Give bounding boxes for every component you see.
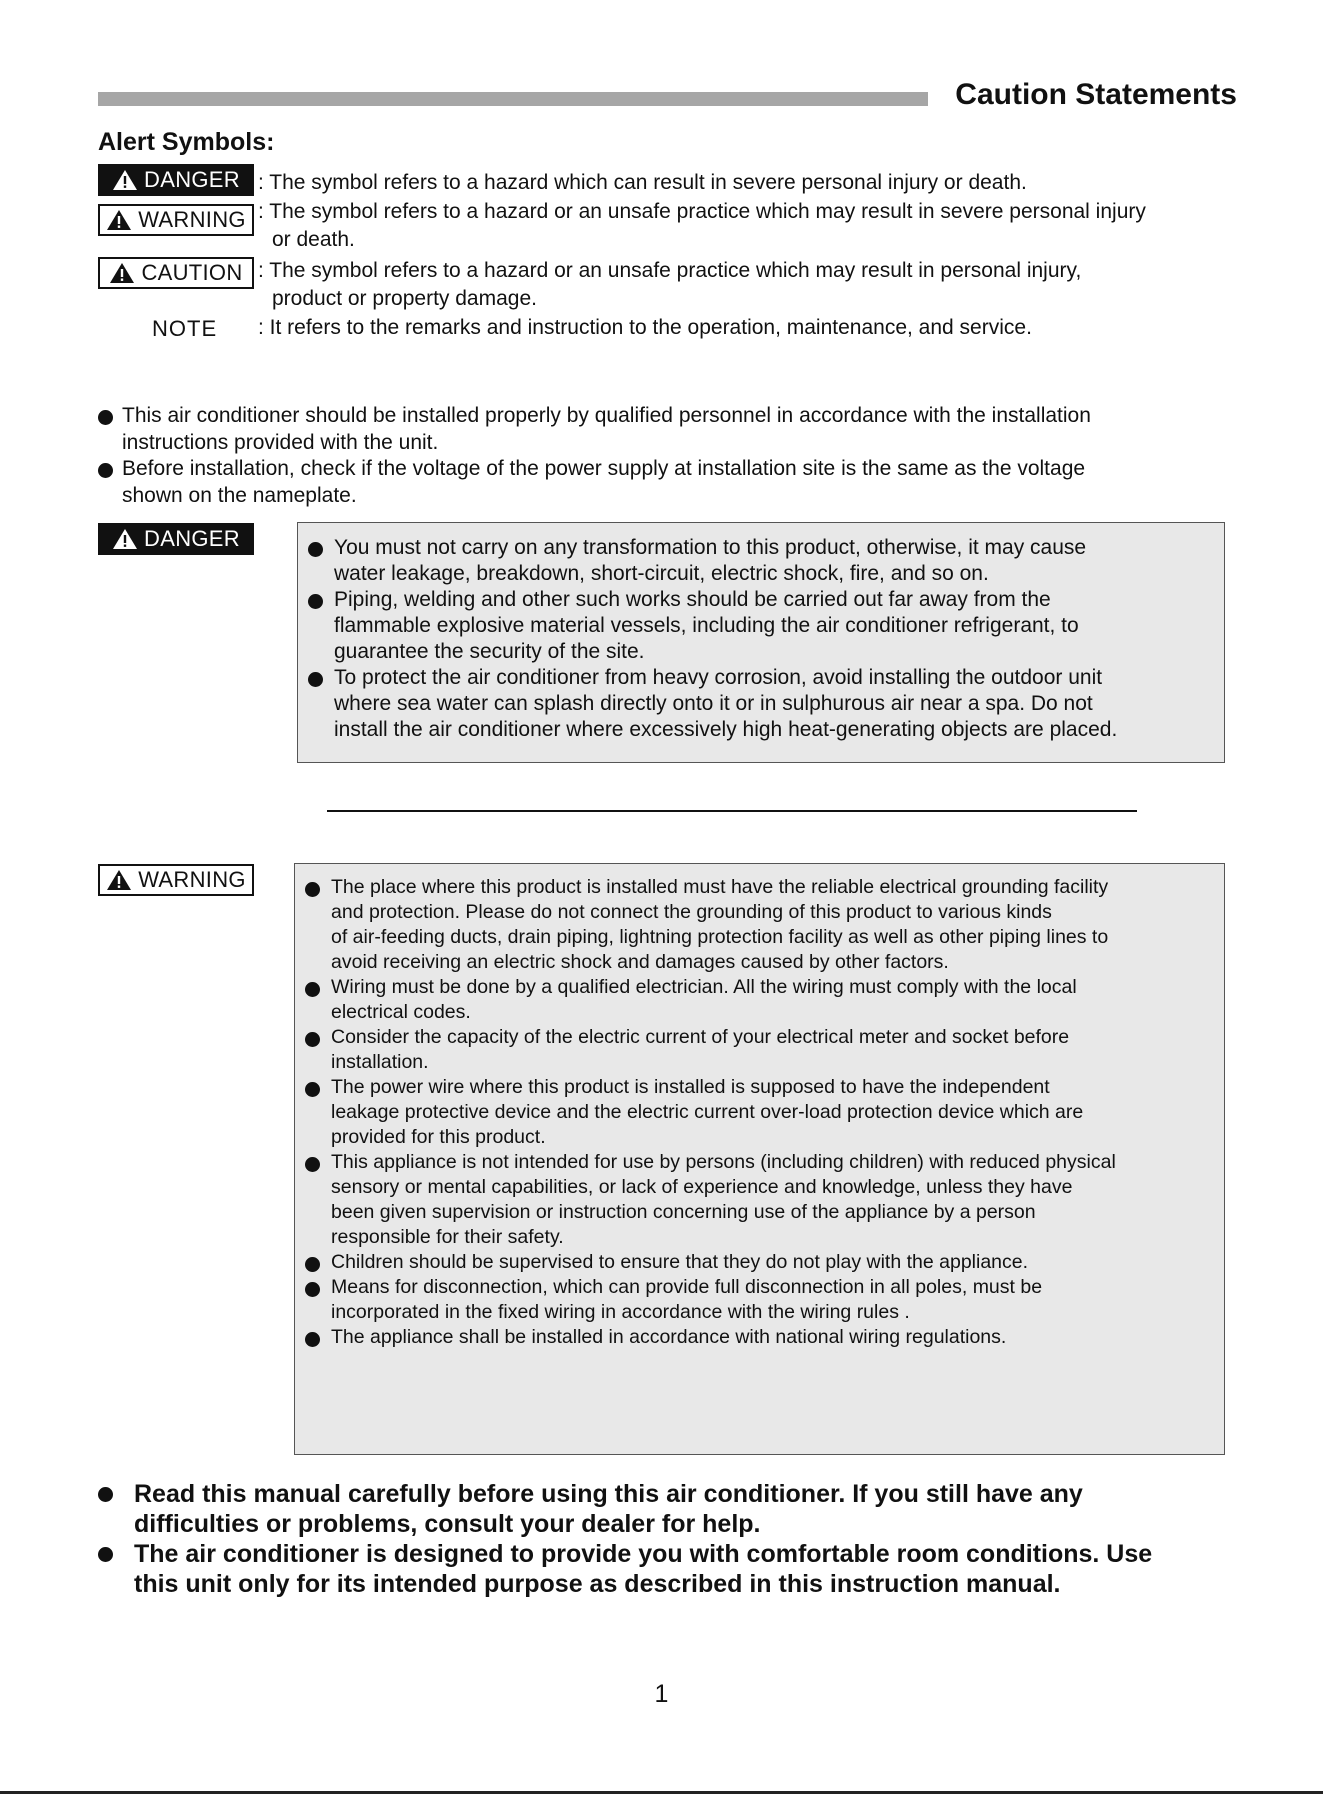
page-title: Caution Statements (955, 78, 1237, 111)
list-item-line: been given supervision or instruction concerning use of the appliance by a person (331, 1201, 1036, 1223)
bullet-dot-icon (308, 542, 323, 557)
list-item-line: flammable explosive material vessels, including the air conditioner refrigerant, to (334, 614, 1079, 637)
list-item-line: installation. (331, 1051, 429, 1073)
list-item-line: leakage protective device and the electric current over-load protection device which are (331, 1101, 1084, 1123)
danger-definition (258, 169, 1027, 197)
warning-triangle-icon (106, 869, 132, 891)
list-item (305, 1275, 1224, 1325)
list-item-line: and protection. Please do not connect the grounding of this product to various kinds (331, 901, 1052, 923)
closing-bullet-line: Read this manual carefully before using this air conditioner. If you still have any (134, 1480, 1083, 1508)
warning-badge-label: WARNING (138, 207, 246, 232)
list-item-line: To protect the air conditioner from heavy corrosion, avoid installing the outdoor unit (334, 666, 1103, 689)
caution-definition-text-cont: product or property damage. (272, 287, 537, 310)
bullet-dot-icon (305, 1332, 320, 1347)
list-item-line: Children should be supervised to ensure that they do not play with the appliance. (331, 1251, 1029, 1273)
list-item (308, 665, 1224, 743)
list-item-line: guarantee the security of the site. (334, 640, 645, 663)
list-item-line: The place where this product is installed must have the reliable electrical grounding facility (331, 876, 1109, 898)
intro-bullet-line: This air conditioner should be installed properly by qualified personnel in accordance with the installation (122, 404, 1091, 427)
danger-badge (98, 164, 254, 196)
list-item-line: electrical codes. (331, 1001, 471, 1023)
warning-item-list (305, 875, 1224, 1350)
warning-definition-text-cont: or death. (272, 228, 355, 251)
list-item-line: Consider the capacity of the electric current of your electrical meter and socket before (331, 1026, 1070, 1048)
intro-bullet-line: Before installation, check if the voltage of the power supply at installation site is the same as the voltage (122, 457, 1086, 480)
intro-bullet-list (98, 403, 1091, 509)
bullet-dot-icon (98, 410, 113, 425)
list-item-line: This appliance is not intended for use by persons (including children) with reduced physical (331, 1151, 1116, 1173)
list-item-line: of air-feeding ducts, drain piping, lightning protection facility as well as other piping lines to (331, 926, 1109, 948)
warning-triangle-icon (109, 262, 135, 284)
caution-definition-text: : The symbol refers to a hazard or an unsafe practice which may result in personal injury, (258, 259, 1082, 282)
list-item-line: Wiring must be done by a qualified electrician. All the wiring must comply with the local (331, 976, 1077, 998)
warning-section-badge (98, 864, 254, 896)
section-divider (327, 810, 1137, 812)
list-item-line: You must not carry on any transformation to this product, otherwise, it may cause (334, 536, 1087, 559)
caution-badge (98, 257, 254, 289)
bullet-dot-icon (98, 1487, 113, 1502)
warning-triangle-icon (112, 169, 138, 191)
warning-section-badge-label: WARNING (138, 867, 246, 892)
list-item (305, 975, 1224, 1025)
list-item (305, 1150, 1224, 1250)
alert-symbols-colon: : (266, 128, 275, 156)
closing-bullet-line: this unit only for its intended purpose as described in this instruction manual. (134, 1570, 1061, 1598)
list-item (305, 1250, 1224, 1275)
list-item-line: water leakage, breakdown, short-circuit, electric shock, fire, and so on. (334, 562, 989, 585)
closing-bullet-line: The air conditioner is designed to provide you with comfortable room conditions. Use (134, 1540, 1153, 1568)
danger-box (297, 522, 1225, 763)
caution-definition (258, 257, 1081, 313)
danger-badge-label: DANGER (144, 167, 240, 192)
list-item (308, 587, 1224, 665)
bullet-dot-icon (308, 672, 323, 687)
bullet-dot-icon (98, 463, 113, 478)
note-definition (258, 314, 1032, 342)
list-item-line: avoid receiving an electric shock and damages caused by other factors. (331, 951, 949, 973)
list-item (305, 875, 1224, 975)
list-item-line: incorporated in the fixed wiring in accordance with the wiring rules . (331, 1301, 910, 1323)
list-item-line: install the air conditioner where excessively high heat-generating objects are placed. (334, 718, 1118, 741)
bullet-dot-icon (305, 1082, 320, 1097)
intro-bullet-line: shown on the nameplate. (122, 483, 357, 507)
list-item-line: The appliance shall be installed in accordance with national wiring regulations. (331, 1326, 1007, 1348)
list-item-line: Piping, welding and other such works should be carried out far away from the (334, 588, 1051, 611)
warning-definition-text: : The symbol refers to a hazard or an unsafe practice which may result in severe personal injury (258, 200, 1146, 223)
bullet-dot-icon (305, 1157, 320, 1172)
list-item-line: Means for disconnection, which can provide full disconnection in all poles, must be (331, 1276, 1043, 1298)
closing-bullet-line: difficulties or problems, consult your dealer for help. (134, 1510, 761, 1538)
list-item-line: The power wire where this product is installed is supposed to have the independent (331, 1076, 1050, 1098)
danger-section-badge (98, 523, 254, 555)
alert-symbols-heading (98, 128, 274, 157)
list-item (305, 1325, 1224, 1350)
note-definition-text: : It refers to the remarks and instruction to the operation, maintenance, and service. (258, 316, 1032, 339)
warning-box (294, 863, 1225, 1455)
list-item-line: responsible for their safety. (331, 1226, 564, 1248)
bullet-dot-icon (308, 594, 323, 609)
alert-symbols-title: Alert Symbols (98, 128, 267, 156)
list-item (308, 535, 1224, 587)
danger-definition-text: : The symbol refers to a hazard which can result in severe personal injury or death. (258, 171, 1027, 194)
list-item (305, 1075, 1224, 1150)
bullet-dot-icon (305, 882, 320, 897)
intro-bullet-line: instructions provided with the unit. (122, 430, 439, 454)
list-item (305, 1025, 1224, 1075)
list-item-line: provided for this product. (331, 1126, 546, 1148)
list-item-line: where sea water can splash directly onto it or in sulphurous air near a spa. Do not (334, 692, 1093, 715)
list-item (98, 456, 1091, 509)
danger-section-badge-label: DANGER (144, 526, 240, 551)
warning-badge (98, 204, 254, 236)
danger-item-list (308, 535, 1224, 743)
bullet-dot-icon (305, 1032, 320, 1047)
bullet-dot-icon (98, 1547, 113, 1562)
closing-bullet-list (98, 1479, 1152, 1599)
header-rule-bar (98, 92, 928, 106)
list-item (98, 1539, 1152, 1599)
page-number: 1 (654, 1680, 669, 1708)
bullet-dot-icon (305, 1257, 320, 1272)
list-item (98, 403, 1091, 456)
warning-triangle-icon (106, 209, 132, 231)
bullet-dot-icon (305, 1282, 320, 1297)
note-label: NOTE (152, 316, 218, 341)
caution-badge-label: CAUTION (141, 260, 243, 285)
warning-triangle-icon (112, 528, 138, 550)
bullet-dot-icon (305, 982, 320, 997)
warning-definition (258, 198, 1146, 254)
list-item (98, 1479, 1152, 1539)
list-item-line: sensory or mental capabilities, or lack of experience and knowledge, unless they have (331, 1176, 1073, 1198)
